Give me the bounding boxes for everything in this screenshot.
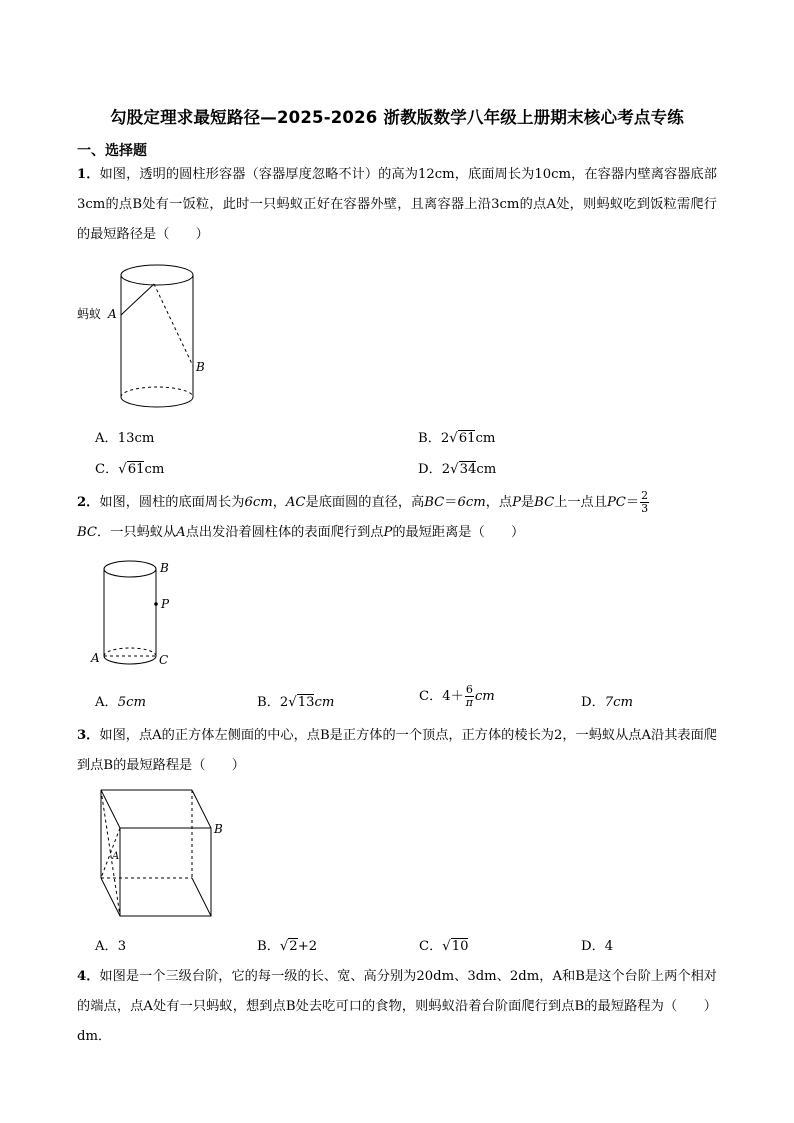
option-d: D．7cm: [581, 695, 634, 710]
point-c-label: C: [159, 653, 169, 667]
point-a-label: A: [108, 307, 117, 321]
point-p-label: P: [161, 597, 170, 611]
option-b: B．√2+2: [257, 939, 318, 954]
question-3: 3．如图，点A的正方体左侧面的中心，点B是正方体的一个顶点，正方体的棱长为2，一蚂蚁从点A沿其表面爬到点B的最短路程是（ ）: [77, 728, 717, 773]
option-d: D．2√34cm: [418, 462, 497, 477]
option-b: B．2√13cm: [257, 695, 335, 710]
point-b-label: B: [214, 822, 223, 836]
point-a-label: A: [112, 851, 120, 862]
point-b-label: B: [160, 561, 169, 575]
question-2: 2．如图，圆柱的底面周长为6cm，AC是底面圆的直径，高BC＝6cm，点P是BC上一点且PC＝ $\frac{2}{3}$ BC．一只蚂蚁从A点出发沿着圆柱体的表面爬行到点P的最短距离是（ ）: [77, 489, 649, 540]
question-text: 如图，透明的圆柱形容器（容器厚度忽略不计）的高为12cm，底面周长为10cm，在容器内壁离容器底部3cm的点B处有一饭粒，此时一只蚂蚁正好在容器外壁，且离容器上沿3cm的点A处，则蚂蚁吃到饭粒需爬行的最短路径是（ ）: [77, 167, 717, 242]
cube-figure: [90, 785, 240, 925]
page-title: 勾股定理求最短路径—2025-2026 浙教版数学八年级上册期末核心考点专练: [109, 108, 685, 127]
point-a-label: A: [91, 651, 100, 665]
option-a: A．5cm: [95, 695, 146, 710]
option-c: C．4＋ $\frac{6}{\pi}$ cm: [419, 683, 495, 709]
question-4: 4．如图是一个三级台阶，它的每一级的长、宽、高分别为20dm、3dm、2dm，A和B是这个台阶上两个相对的端点，点A处有一只蚂蚁，想到点B处去吃可口的食物，则蚂蚁沿着台阶面爬行到点B的最短路程为（ ）dm．: [77, 969, 717, 1044]
point-b-label: B: [196, 360, 205, 374]
option-b: B．2√61cm: [418, 431, 496, 446]
question-number: 1．: [77, 167, 100, 182]
option-a: A．13cm: [95, 431, 155, 446]
fraction: $\frac{2}{3}$: [641, 489, 649, 515]
cylinder-figure-2: [88, 556, 188, 676]
option-c: C．√61cm: [95, 462, 165, 477]
section-heading: 一、选择题: [77, 143, 147, 159]
ant-label: 蚂蚁: [77, 307, 102, 321]
option-d: D．4: [581, 939, 614, 954]
question-1: [77, 160, 717, 250]
option-a: A．3: [95, 939, 127, 954]
cylinder-figure-1: [70, 260, 220, 410]
option-c: C．√10: [419, 939, 469, 954]
